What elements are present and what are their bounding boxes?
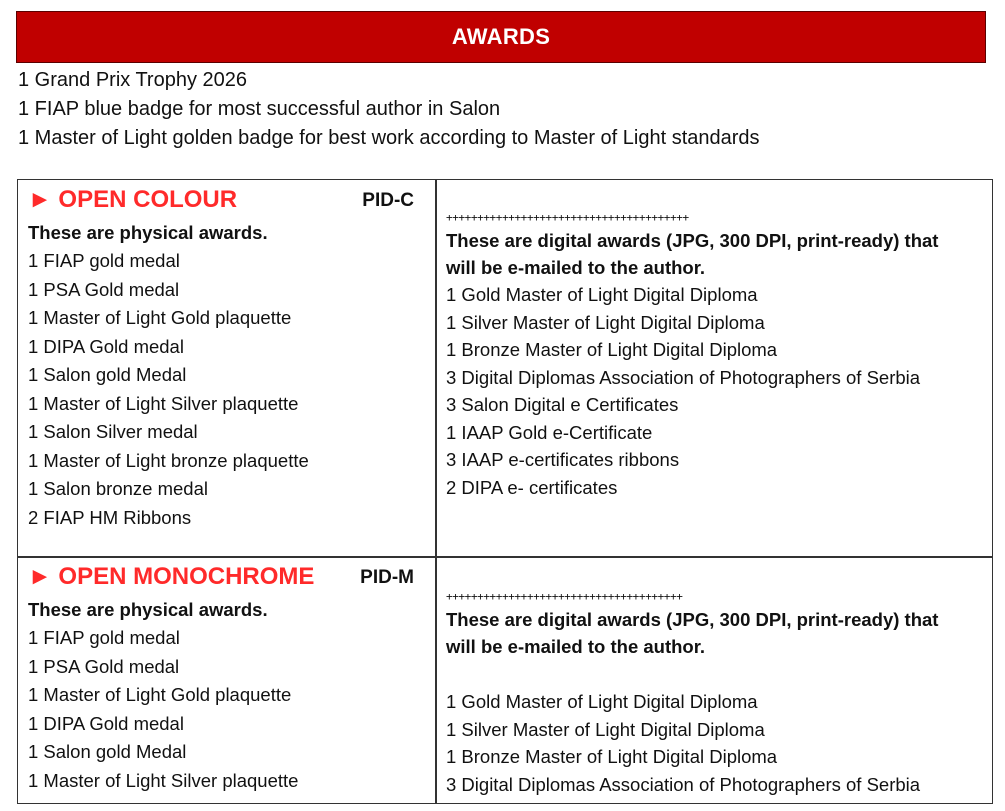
list-item: 1 Master of Light Silver plaquette: [28, 769, 299, 791]
physical-awards-note: These are physical awards.: [28, 222, 268, 243]
list-item: 1 Salon gold Medal: [28, 364, 187, 385]
list-item: 2 DIPA e- certificates: [446, 476, 618, 498]
list-item: 1 Silver Master of Light Digital Diploma: [446, 311, 765, 333]
list-item: 1 DIPA Gold medal: [28, 712, 184, 734]
list-item: 1 Salon Silver medal: [28, 421, 198, 442]
section-code: PID-M: [360, 567, 414, 588]
plus-separator: +++++++++++++++++++++++++++++++++++++++: [446, 211, 689, 224]
list-item: 1 DIPA Gold medal: [28, 335, 184, 357]
open-monochrome-physical-cell: [28, 560, 428, 795]
physical-awards-list: [28, 247, 428, 532]
section-title-open-colour: ► OPEN COLOUR: [28, 186, 238, 213]
awards-title: AWARDS: [451, 24, 551, 49]
general-award-item: 1 Grand Prix Trophy 2026: [18, 69, 248, 91]
list-item: 2 FIAP HM Ribbons: [28, 506, 192, 528]
open-monochrome-digital-cell: [446, 588, 986, 798]
table-row-divider: [18, 556, 992, 558]
general-awards-list: [18, 66, 760, 153]
list-item: 3 Digital Diplomas Association of Photographers of Serbia: [446, 773, 921, 795]
awards-banner: [16, 11, 986, 63]
list-item: 1 Master of Light Gold plaquette: [28, 307, 292, 328]
list-item: 1 PSA Gold medal: [28, 655, 180, 677]
general-award-item: 1 Master of Light golden badge for best work according to Master of Light standards: [18, 127, 760, 149]
list-item: 1 Salon bronze medal: [28, 478, 208, 499]
digital-awards-note: These are digital awards (JPG, 300 DPI, print-ready) that will be e-mailed to the author.: [446, 609, 939, 657]
list-item: 1 Silver Master of Light Digital Diploma: [446, 718, 765, 740]
list-item: 1 Master of Light Gold plaquette: [28, 684, 292, 705]
list-item: 1 Master of Light Silver plaquette: [28, 392, 299, 414]
open-colour-digital-cell: [446, 209, 986, 501]
list-item: 1 FIAP gold medal: [28, 627, 180, 648]
section-header: [28, 183, 428, 217]
digital-awards-list: [446, 688, 986, 798]
list-item: 1 FIAP gold medal: [28, 250, 180, 271]
section-title-open-monochrome: ► OPEN MONOCHROME: [28, 563, 315, 590]
list-item: 3 Salon Digital e Certificates: [446, 394, 679, 415]
list-item: 1 Gold Master of Light Digital Diploma: [446, 284, 758, 305]
digital-awards-list: [446, 281, 986, 501]
list-item: 1 IAAP Gold e-Certificate: [446, 421, 653, 443]
list-item: 1 Gold Master of Light Digital Diploma: [446, 691, 758, 712]
section-code: PID-C: [362, 190, 414, 211]
list-item: 1 Master of Light bronze plaquette: [28, 449, 309, 471]
list-item: 1 Bronze Master of Light Digital Diploma: [446, 339, 778, 360]
plus-separator: ++++++++++++++++++++++++++++++++++++++: [446, 590, 683, 603]
list-item: 3 Digital Diplomas Association of Photographers of Serbia: [446, 366, 921, 388]
list-item: 3 IAAP e-certificates ribbons: [446, 449, 680, 470]
general-award-item: 1 FIAP blue badge for most successful author in Salon: [18, 98, 501, 120]
open-colour-physical-cell: [28, 183, 428, 532]
list-item: 1 Salon gold Medal: [28, 741, 187, 762]
list-item: 1 Bronze Master of Light Digital Diploma: [446, 746, 778, 767]
table-column-divider: [435, 180, 437, 803]
section-header: [28, 560, 428, 594]
list-item: 1 PSA Gold medal: [28, 278, 180, 300]
awards-table: [17, 179, 993, 804]
digital-awards-note: These are digital awards (JPG, 300 DPI, print-ready) that will be e-mailed to the author.: [446, 230, 939, 278]
physical-awards-note: These are physical awards.: [28, 599, 268, 620]
physical-awards-list: [28, 624, 428, 795]
